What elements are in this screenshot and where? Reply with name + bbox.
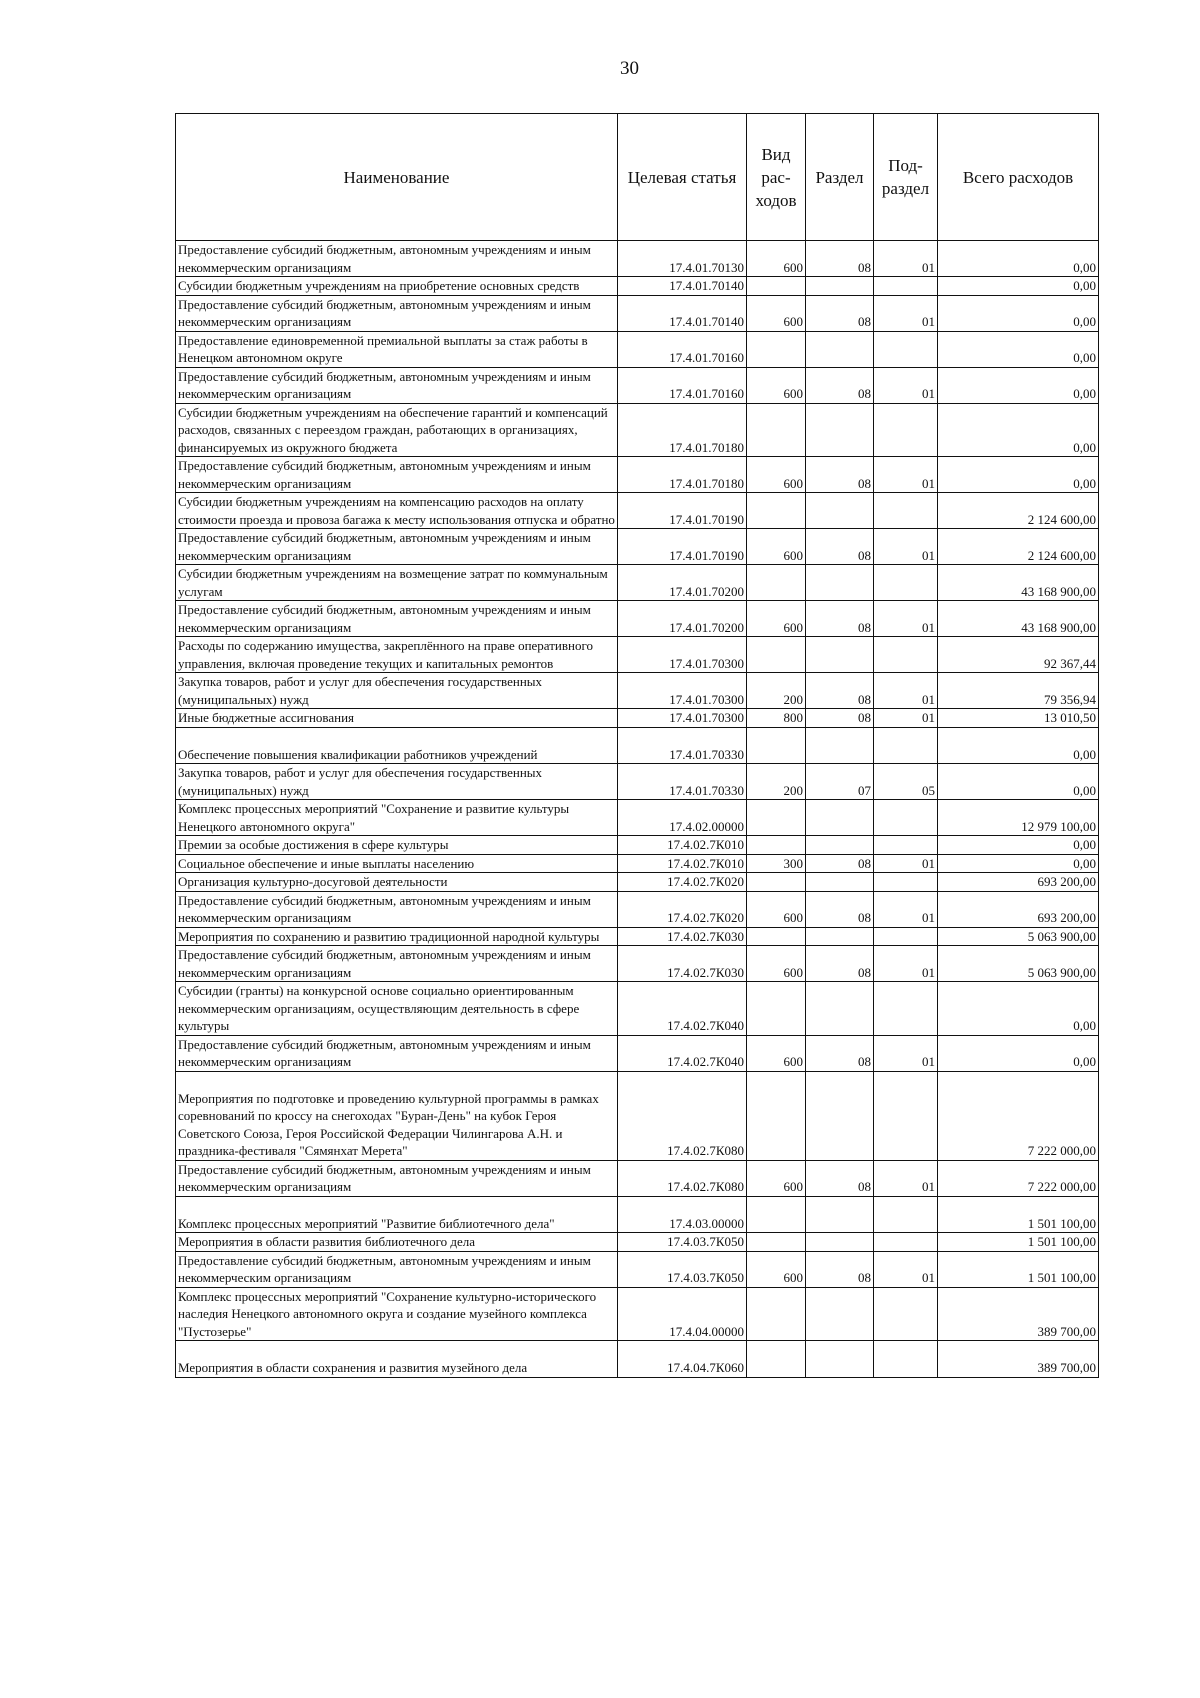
cell-vid: 600 [747,457,806,493]
cell-podrazdel: 01 [874,946,938,982]
cell-code: 17.4.01.70200 [618,565,747,601]
cell-code: 17.4.01.70140 [618,277,747,296]
cell-razdel: 08 [806,457,874,493]
cell-podrazdel: 01 [874,1251,938,1287]
header-razdel: Раздел [806,114,874,241]
table-row [176,637,1099,673]
cell-vid: 600 [747,1035,806,1071]
cell-vid [747,1287,806,1341]
cell-code: 17.4.01.70300 [618,709,747,728]
cell-name: Социальное обеспечение и иные выплаты населению [176,854,618,873]
table-row [176,891,1099,927]
table-row [176,1287,1099,1341]
cell-code: 17.4.02.00000 [618,800,747,836]
cell-vid [747,1341,806,1378]
table-row [176,873,1099,892]
cell-name: Мероприятия по подготовке и проведению культурной программы в рамках соревнований по кроссу на снегоходах "Буран-День" на кубок Героя Советского Союза, Героя Российской Федерации Чилингарова А.Н. и праздника-фестиваля "Сямянхат Мерета" [176,1071,618,1160]
cell-vid [747,637,806,673]
cell-name: Комплекс процессных мероприятий "Развитие библиотечного дела" [176,1196,618,1233]
cell-total: 389 700,00 [938,1287,1099,1341]
table-row [176,1071,1099,1160]
table-row [176,277,1099,296]
cell-vid [747,873,806,892]
table-row [176,673,1099,709]
cell-razdel [806,565,874,601]
table-row [176,764,1099,800]
cell-vid: 300 [747,854,806,873]
cell-name: Субсидии (гранты) на конкурсной основе социально ориентированным некоммерческим организациям, осуществляющим деятельность в сфере культуры [176,982,618,1036]
cell-razdel [806,493,874,529]
table-row [176,241,1099,277]
cell-code: 17.4.01.70330 [618,764,747,800]
cell-podrazdel [874,800,938,836]
cell-code: 17.4.03.7К050 [618,1233,747,1252]
cell-total: 0,00 [938,764,1099,800]
cell-podrazdel [874,873,938,892]
cell-razdel [806,1233,874,1252]
cell-code: 17.4.03.00000 [618,1196,747,1233]
cell-razdel: 08 [806,1251,874,1287]
header-total: Всего расходов [938,114,1099,241]
cell-vid [747,565,806,601]
table-row [176,529,1099,565]
cell-podrazdel [874,982,938,1036]
cell-name: Закупка товаров, работ и услуг для обеспечения государственных (муниципальных) нужд [176,764,618,800]
cell-podrazdel: 01 [874,891,938,927]
cell-total: 7 222 000,00 [938,1071,1099,1160]
cell-code: 17.4.01.70160 [618,367,747,403]
cell-code: 17.4.02.7К040 [618,1035,747,1071]
cell-total: 43 168 900,00 [938,601,1099,637]
cell-name: Предоставление субсидий бюджетным, автономным учреждениям и иным некоммерческим организациям [176,946,618,982]
header-code: Целевая статья [618,114,747,241]
cell-razdel [806,277,874,296]
cell-podrazdel [874,1287,938,1341]
cell-code: 17.4.01.70190 [618,529,747,565]
cell-name: Предоставление субсидий бюджетным, автономным учреждениям и иным некоммерческим организациям [176,241,618,277]
cell-razdel [806,1071,874,1160]
cell-podrazdel: 01 [874,367,938,403]
cell-name: Комплекс процессных мероприятий "Сохранение культурно-исторического наследия Ненецкого автономного округа и создание музейного комплекса "Пустозерье" [176,1287,618,1341]
cell-total: 5 063 900,00 [938,946,1099,982]
cell-razdel: 08 [806,891,874,927]
cell-total: 1 501 100,00 [938,1196,1099,1233]
cell-razdel: 08 [806,854,874,873]
cell-vid [747,800,806,836]
cell-name: Предоставление единовременной премиальной выплаты за стаж работы в Ненецком автономном округе [176,331,618,367]
cell-name: Мероприятия в области развития библиотечного дела [176,1233,618,1252]
table-row [176,1233,1099,1252]
cell-podrazdel: 01 [874,854,938,873]
cell-podrazdel [874,331,938,367]
cell-total: 13 010,50 [938,709,1099,728]
cell-code: 17.4.01.70180 [618,457,747,493]
cell-total: 0,00 [938,727,1099,764]
cell-razdel [806,1341,874,1378]
cell-code: 17.4.01.70190 [618,493,747,529]
cell-code: 17.4.01.70180 [618,403,747,457]
table-row [176,565,1099,601]
cell-podrazdel: 01 [874,601,938,637]
cell-razdel [806,637,874,673]
cell-vid [747,403,806,457]
table-row [176,1035,1099,1071]
cell-total: 7 222 000,00 [938,1160,1099,1196]
cell-podrazdel [874,727,938,764]
cell-podrazdel [874,637,938,673]
cell-name: Комплекс процессных мероприятий "Сохранение и развитие культуры Ненецкого автономного округа" [176,800,618,836]
cell-vid: 200 [747,764,806,800]
cell-code: 17.4.01.70140 [618,295,747,331]
cell-code: 17.4.02.7К030 [618,927,747,946]
table-row [176,1196,1099,1233]
cell-podrazdel [874,403,938,457]
cell-podrazdel: 01 [874,673,938,709]
cell-code: 17.4.02.7К020 [618,873,747,892]
table-row [176,1341,1099,1378]
table-row [176,946,1099,982]
cell-podrazdel [874,1341,938,1378]
cell-razdel [806,982,874,1036]
cell-vid: 200 [747,673,806,709]
table-row [176,601,1099,637]
table-row [176,1251,1099,1287]
cell-vid [747,1233,806,1252]
table-row [176,403,1099,457]
cell-name: Закупка товаров, работ и услуг для обеспечения государственных (муниципальных) нужд [176,673,618,709]
cell-podrazdel [874,1233,938,1252]
cell-total: 2 124 600,00 [938,529,1099,565]
table-row [176,295,1099,331]
cell-podrazdel: 01 [874,241,938,277]
cell-podrazdel [874,493,938,529]
cell-total: 79 356,94 [938,673,1099,709]
page-number: 30 [620,58,639,79]
cell-code: 17.4.01.70300 [618,673,747,709]
cell-razdel [806,1196,874,1233]
cell-name: Предоставление субсидий бюджетным, автономным учреждениям и иным некоммерческим организациям [176,1251,618,1287]
cell-razdel: 08 [806,1160,874,1196]
cell-razdel [806,927,874,946]
cell-name: Субсидии бюджетным учреждениям на обеспечение гарантий и компенсаций расходов, связанных с переездом граждан, работающих в организациях, финансируемых из окружного бюджета [176,403,618,457]
cell-vid: 600 [747,1251,806,1287]
cell-vid [747,927,806,946]
cell-code: 17.4.01.70160 [618,331,747,367]
cell-razdel: 08 [806,709,874,728]
cell-vid: 800 [747,709,806,728]
cell-code: 17.4.02.7К010 [618,854,747,873]
cell-total: 0,00 [938,241,1099,277]
cell-vid [747,493,806,529]
table-row [176,367,1099,403]
cell-code: 17.4.02.7К020 [618,891,747,927]
cell-vid: 600 [747,529,806,565]
cell-podrazdel: 05 [874,764,938,800]
cell-code: 17.4.01.70300 [618,637,747,673]
cell-razdel [806,836,874,855]
cell-name: Обеспечение повышения квалификации работников учреждений [176,727,618,764]
cell-razdel [806,873,874,892]
cell-total: 0,00 [938,854,1099,873]
header-podrazdel: Под- раздел [874,114,938,241]
cell-vid [747,727,806,764]
cell-podrazdel: 01 [874,457,938,493]
cell-podrazdel: 01 [874,295,938,331]
cell-total: 693 200,00 [938,873,1099,892]
cell-podrazdel [874,836,938,855]
cell-total: 0,00 [938,295,1099,331]
cell-name: Субсидии бюджетным учреждениям на возмещение затрат по коммунальным услугам [176,565,618,601]
cell-razdel: 08 [806,241,874,277]
cell-total: 1 501 100,00 [938,1251,1099,1287]
cell-podrazdel: 01 [874,709,938,728]
cell-podrazdel [874,1196,938,1233]
table-row [176,800,1099,836]
cell-podrazdel: 01 [874,529,938,565]
cell-code: 17.4.01.70200 [618,601,747,637]
cell-total: 2 124 600,00 [938,493,1099,529]
cell-razdel: 08 [806,946,874,982]
cell-vid [747,1071,806,1160]
cell-razdel [806,331,874,367]
cell-vid [747,982,806,1036]
cell-vid [747,836,806,855]
table-header-row [176,114,1099,241]
cell-total: 693 200,00 [938,891,1099,927]
table-row [176,709,1099,728]
cell-total: 1 501 100,00 [938,1233,1099,1252]
cell-total: 0,00 [938,367,1099,403]
table-row [176,493,1099,529]
cell-name: Предоставление субсидий бюджетным, автономным учреждениям и иным некоммерческим организациям [176,601,618,637]
table-row [176,457,1099,493]
cell-code: 17.4.02.7К010 [618,836,747,855]
table-row [176,854,1099,873]
cell-podrazdel: 01 [874,1160,938,1196]
cell-name: Субсидии бюджетным учреждениям на приобретение основных средств [176,277,618,296]
cell-vid: 600 [747,295,806,331]
header-vid: Вид рас- ходов [747,114,806,241]
cell-razdel [806,727,874,764]
cell-total: 389 700,00 [938,1341,1099,1378]
cell-total: 0,00 [938,331,1099,367]
budget-table [175,113,1099,1378]
cell-podrazdel: 01 [874,1035,938,1071]
cell-vid: 600 [747,601,806,637]
cell-razdel [806,800,874,836]
cell-name: Предоставление субсидий бюджетным, автономным учреждениям и иным некоммерческим организациям [176,295,618,331]
cell-razdel: 08 [806,295,874,331]
cell-vid [747,1196,806,1233]
cell-code: 17.4.04.00000 [618,1287,747,1341]
cell-total: 0,00 [938,1035,1099,1071]
cell-razdel [806,1287,874,1341]
cell-podrazdel [874,1071,938,1160]
cell-razdel: 08 [806,367,874,403]
cell-vid: 600 [747,946,806,982]
cell-total: 0,00 [938,403,1099,457]
cell-total: 5 063 900,00 [938,927,1099,946]
table-row [176,927,1099,946]
table-row [176,331,1099,367]
cell-razdel [806,403,874,457]
cell-name: Мероприятия по сохранению и развитию традиционной народной культуры [176,927,618,946]
cell-code: 17.4.02.7К080 [618,1071,747,1160]
cell-code: 17.4.03.7К050 [618,1251,747,1287]
cell-code: 17.4.01.70130 [618,241,747,277]
table-body [176,241,1099,1378]
cell-total: 0,00 [938,457,1099,493]
cell-vid: 600 [747,241,806,277]
cell-name: Премии за особые достижения в сфере культуры [176,836,618,855]
cell-code: 17.4.02.7К080 [618,1160,747,1196]
table-row [176,982,1099,1036]
cell-code: 17.4.02.7К030 [618,946,747,982]
cell-code: 17.4.02.7К040 [618,982,747,1036]
cell-total: 0,00 [938,277,1099,296]
cell-podrazdel [874,927,938,946]
cell-name: Организация культурно-досуговой деятельности [176,873,618,892]
cell-name: Предоставление субсидий бюджетным, автономным учреждениям и иным некоммерческим организациям [176,457,618,493]
cell-vid: 600 [747,1160,806,1196]
cell-name: Предоставление субсидий бюджетным, автономным учреждениям и иным некоммерческим организациям [176,891,618,927]
cell-code: 17.4.04.7К060 [618,1341,747,1378]
cell-total: 43 168 900,00 [938,565,1099,601]
cell-name: Предоставление субсидий бюджетным, автономным учреждениям и иным некоммерческим организациям [176,1160,618,1196]
cell-vid [747,277,806,296]
cell-razdel: 07 [806,764,874,800]
cell-total: 92 367,44 [938,637,1099,673]
cell-name: Предоставление субсидий бюджетным, автономным учреждениям и иным некоммерческим организациям [176,367,618,403]
table-row [176,727,1099,764]
cell-podrazdel [874,565,938,601]
cell-name: Субсидии бюджетным учреждениям на компенсацию расходов на оплату стоимости проезда и провоза багажа к месту использования отпуска и обратно [176,493,618,529]
header-name: Наименование [176,114,618,241]
cell-name: Иные бюджетные ассигнования [176,709,618,728]
cell-razdel: 08 [806,1035,874,1071]
cell-total: 12 979 100,00 [938,800,1099,836]
cell-name: Предоставление субсидий бюджетным, автономным учреждениям и иным некоммерческим организациям [176,529,618,565]
cell-razdel: 08 [806,529,874,565]
cell-name: Предоставление субсидий бюджетным, автономным учреждениям и иным некоммерческим организациям [176,1035,618,1071]
cell-total: 0,00 [938,836,1099,855]
cell-vid: 600 [747,891,806,927]
cell-razdel: 08 [806,673,874,709]
cell-code: 17.4.01.70330 [618,727,747,764]
cell-podrazdel [874,277,938,296]
cell-vid [747,331,806,367]
cell-name: Мероприятия в области сохранения и развития музейного дела [176,1341,618,1378]
cell-vid: 600 [747,367,806,403]
cell-total: 0,00 [938,982,1099,1036]
cell-name: Расходы по содержанию имущества, закреплённого на праве оперативного управления, включая проведение текущих и капитальных ремонтов [176,637,618,673]
table-row [176,836,1099,855]
cell-razdel: 08 [806,601,874,637]
table-row [176,1160,1099,1196]
